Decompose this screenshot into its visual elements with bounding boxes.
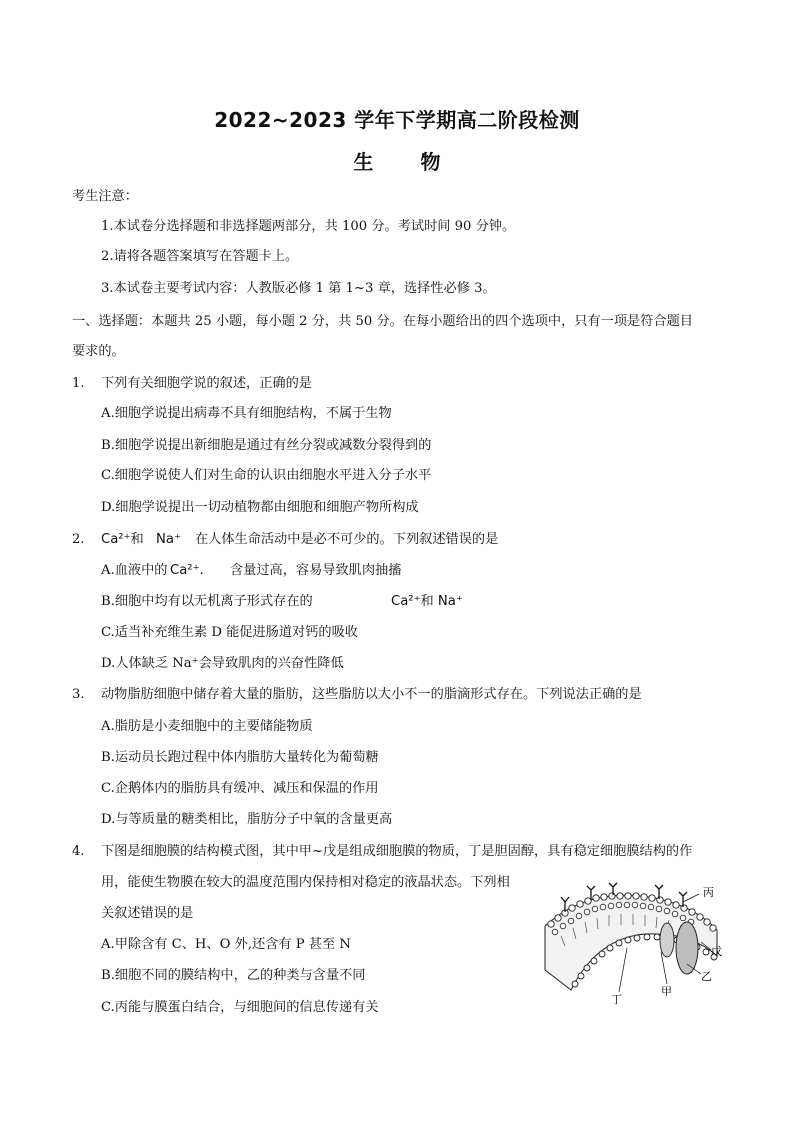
notice-item-2: 2.请将各题答案填写在答题卡上。 [101,249,299,264]
q2-option-b-ions: Ca²⁺和 Na⁺ [391,594,463,609]
q1-option-a: A.细胞学说提出病毒不具有细胞结构，不属于生物 [101,406,392,421]
question-number-3: 3. [72,687,85,702]
q2-option-a-ion: Ca²⁺. [170,563,204,578]
q1-option-d: D.细胞学说提出一切动植物都由细胞和细胞产物所构成 [101,500,419,515]
q2-option-a-pre: A.血液中的 [101,563,168,578]
figure-label-ding: 丁 [611,993,622,1006]
question-stem-3: 动物脂肪细胞中储存着大量的脂肪，这些脂肪以大小不一的脂滴形式存在。下列说法正确的是 [101,687,642,702]
q2-option-d: D.人体缺乏 Na⁺会导致肌肉的兴奋性降低 [101,656,344,671]
q2-option-b-pre: B.细胞中均有以无机离子形式存在的 [101,594,313,609]
notice-item-3: 3.本试卷主要考试内容：人教版必修 1 第 1~3 章，选择性必修 3。 [101,281,496,296]
cell-membrane-figure [541,882,723,1006]
question-number-1: 1. [72,376,85,391]
q4-option-a: A.甲除含有 C、H、O 外,还含有 P 甚至 N [101,937,351,952]
section-instruction-line1: 一、选择题：本题共 25 小题，每小题 2 分，共 50 分。在每小题给出的四个选项中，只有一项是符合题目 [72,314,693,329]
q4-stem-line3: 关叙述错误的是 [101,906,194,921]
q3-option-b: B.运动员长跑过程中体内脂肪大量转化为葡萄糖 [101,750,379,765]
subject-title: 生 物 [353,150,441,174]
q2-stem-ca: Ca²⁺和 [101,532,144,547]
section-instruction-line2: 要求的。 [72,344,125,359]
q2-stem-rest: 在人体生命活动中是必不可少的。下列叙述错误的是 [195,532,499,547]
q3-option-c: C.企鹅体内的脂肪具有缓冲、减压和保温的作用 [101,781,379,796]
q1-option-b: B.细胞学说提出新细胞是通过有丝分裂或减数分裂得到的 [101,438,432,453]
q4-option-c: C.丙能与膜蛋白结合，与细胞间的信息传递有关 [101,1000,379,1015]
q4-stem-line2: 用，能使生物膜在较大的温度范围内保持相对稳定的液晶状态。下列相 [101,875,510,890]
figure-label-bing: 丙 [703,886,714,899]
q3-option-d: D.与等质量的糖类相比，脂肪分子中氧的含量更高 [101,812,393,827]
q1-option-c: C.细胞学说使人们对生命的认识由细胞水平进入分子水平 [101,468,432,483]
question-stem-1: 下列有关细胞学说的叙述，正确的是 [101,376,312,391]
q4-stem-line1: 下图是细胞膜的结构模式图，其中甲~戊是组成细胞膜的物质，丁是胆固醇，具有稳定细胞膜结构的作 [101,844,693,859]
figure-label-yi: 乙 [701,970,712,983]
figure-label-wu: 戊 [711,945,722,958]
q2-option-c: C.适当补充维生素 D 能促进肠道对钙的吸收 [101,625,358,640]
q4-option-b: B.细胞不同的膜结构中，乙的种类与含量不同 [101,968,366,983]
figure-label-jia: 甲 [661,985,672,998]
question-number-2: 2. [72,532,85,547]
exam-title: 2022~2023 学年下学期高二阶段检测 [214,108,580,132]
question-number-4: 4. [72,844,85,859]
notice-item-1: 1.本试卷分选择题和非选择题两部分，共 100 分。考试时间 90 分钟。 [101,219,516,234]
q2-stem-na: Na⁺ [156,532,181,547]
q3-option-a: A.脂肪是小麦细胞中的主要储能物质 [101,719,313,734]
q2-option-a-post: 含量过高，容易导致肌肉抽搐 [230,563,402,578]
notice-heading: 考生注意： [72,189,138,204]
